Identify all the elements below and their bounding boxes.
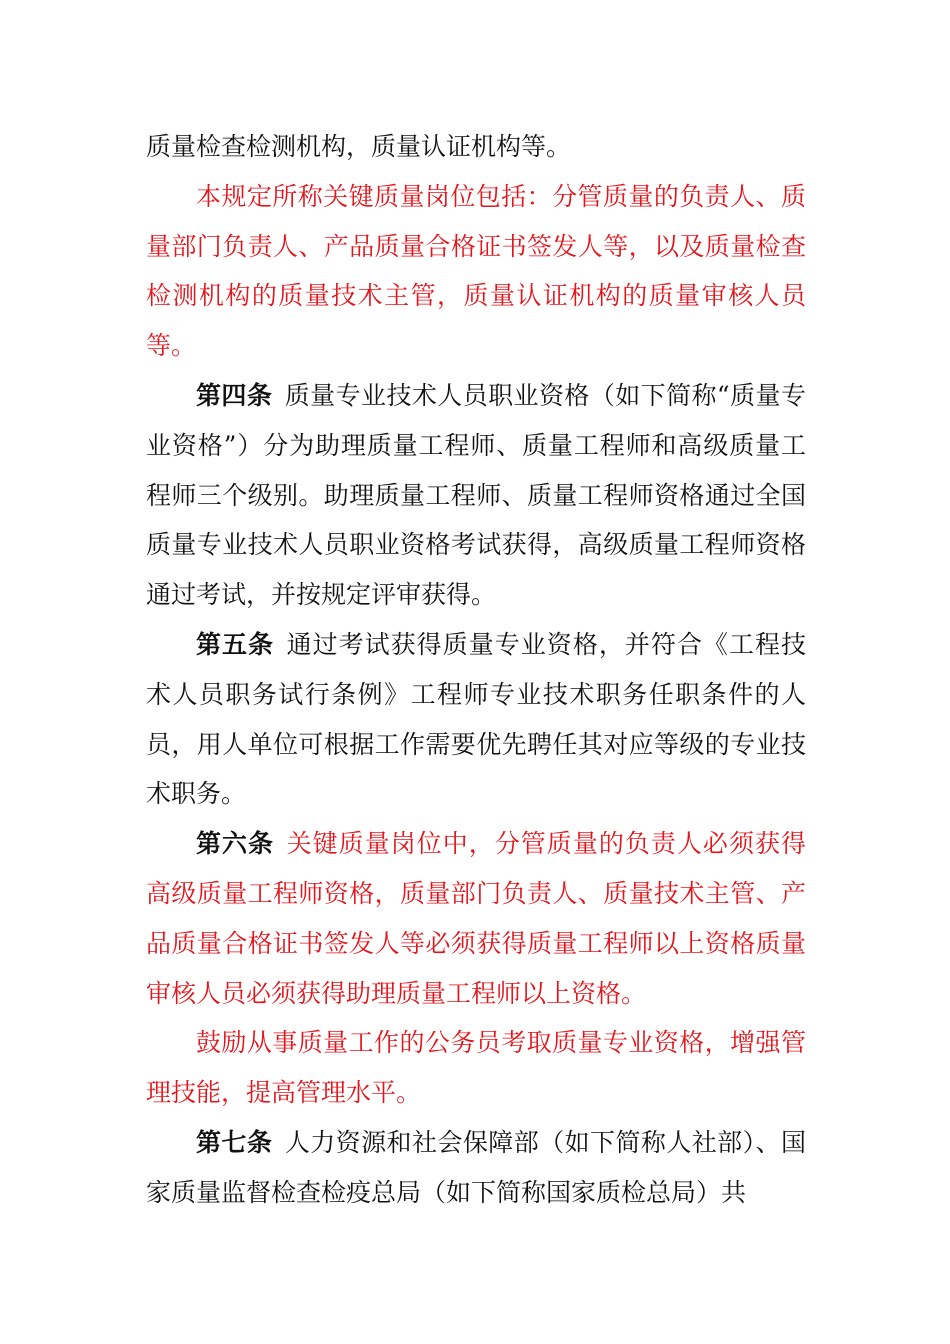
paragraph-key-positions [146, 172, 806, 371]
paragraph-text: 人力资源和社会保障部（如下简称人社部）、国家质量监督检查检疫总局（如下简称国家质检总局）共 [146, 1127, 806, 1207]
paragraph-text: 本规定所称关键质量岗位包括：分管质量的负责人、质量部门负责人、产品质量合格证书签发人等，以及质量检查检测机构的质量技术主管，质量认证机构的质量审核人员等。 [146, 181, 806, 361]
document-body [146, 122, 806, 1218]
paragraph-continuation [146, 122, 806, 172]
article-label: 第六条 [196, 829, 275, 859]
article-label: 第四条 [196, 380, 273, 410]
article-label: 第五条 [196, 629, 275, 659]
paragraph-text: 质量检查检测机构，质量认证机构等。 [146, 132, 572, 161]
paragraph-text: 质量专业技术人员职业资格（如下简称“质量专业资格”）分为助理质量工程师、质量工程师和高级质量工程师三个级别。助理质量工程师、质量工程师资格通过全国质量专业技术人员职业资格考试获得，高级质量工程师资格通过考试，并按规定评审获得。 [146, 380, 806, 610]
article-4 [146, 371, 806, 620]
paragraph-text: 关键质量岗位中，分管质量的负责人必须获得高级质量工程师资格，质量部门负责人、质量技术主管、产品质量合格证书签发人等必须获得质量工程师以上资格质量审核人员必须获得助理质量工程师以上资格。 [146, 829, 806, 1008]
paragraph-text: 鼓励从事质量工作的公务员考取质量专业资格，增强管理技能，提高管理水平。 [146, 1028, 806, 1108]
paragraph-encouragement [146, 1018, 806, 1118]
article-label: 第七条 [196, 1127, 273, 1157]
article-5 [146, 620, 806, 819]
article-6 [146, 819, 806, 1018]
article-7 [146, 1118, 806, 1218]
paragraph-text: 通过考试获得质量专业资格，并符合《工程技术人员职务试行条例》工程师专业技术职务任职条件的人员，用人单位可根据工作需要优先聘任其对应等级的专业技术职务。 [146, 629, 806, 809]
